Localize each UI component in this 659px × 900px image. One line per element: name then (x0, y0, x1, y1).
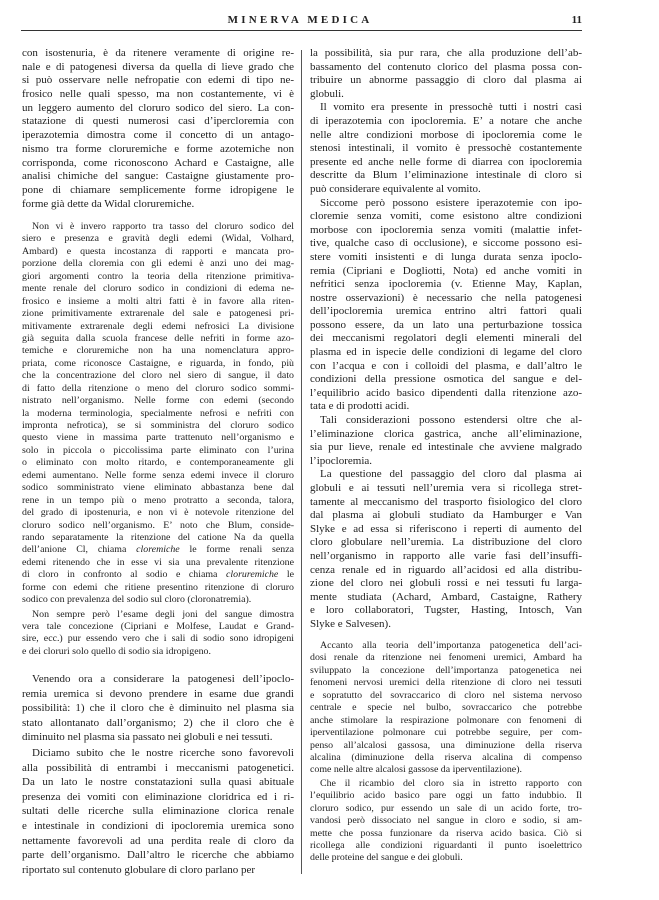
text-line: stere vomiti insistenti e di lunga durata senza ipoclo- (310, 250, 582, 263)
text-line: di iperazotemia con ipocloremia. E’ a notare che anche (310, 114, 582, 127)
text-line: si può osservare nelle nefropatie con edemi di tipo ne- (22, 74, 294, 87)
column-divider (301, 50, 302, 874)
text-line: tamente al meccanismo del trasporto fisiologico del cloro (310, 495, 582, 508)
text-line: dosi renale da ritenzione nei fenomeni uremici, Ambard ha (310, 652, 582, 664)
text-line: sire, ecc.) pur essendo vero che i sali di sodio sono idropigeni (22, 633, 294, 645)
text-segment: le (278, 569, 294, 581)
text-line: la moderna terminologia, specialmente nefrosi e nefriti con (22, 407, 294, 419)
text-line: zione del cloro nei globuli rossi e nei tessuti fu larga- (310, 577, 582, 590)
text-line: La questione del passaggio del cloro dal plasma ai (320, 468, 582, 481)
left-column-block-1 (22, 47, 294, 211)
text-line (22, 569, 294, 581)
text-line: penso all’alcalosi gassosa, una diminuzione della riserva (310, 739, 582, 751)
text-line: alcalina (diminuzione della riserva alcalina di compenso (310, 751, 582, 763)
text-line: l’equilibrio acido basico dipendenti dalla ritenzione azo- (310, 386, 582, 399)
text-line: plasma ed in ispecie delle condizioni di legame del cloro (310, 346, 582, 359)
text-line: impronta nefrotica), se si somministra del cloruro sodico (22, 420, 294, 431)
text-line: morbose con ipocloremia senza vomiti (malattie infet- (310, 223, 582, 236)
text-line: statazione di questi numerosi casi d’ipercloremia con (22, 115, 294, 128)
paragraph (22, 746, 294, 877)
paragraph (310, 414, 582, 468)
text-line: sodico somministrato viene eliminato abbastanza bene dal (22, 482, 294, 494)
paragraph (22, 221, 294, 607)
text-line: l’eliminazione clorica gastrica, anche all’eliminazione, (310, 427, 582, 440)
text-line: siero e presenza e gravità degli edemi (Widal, Volhard, (22, 233, 294, 245)
text-line: mitivamente extrarenale degli edemi nefrosici La divisione (22, 320, 294, 332)
text-line: con isostenuria, è da ritenere veramente di origine re- (22, 47, 294, 59)
text-line: tata e di prodotti acidi. (310, 400, 410, 413)
text-line: anche stimolare la respirazione polmonare con fenomeni di (310, 714, 582, 726)
text-line: rando separatamente la ritenzione del catione Na da quella (22, 531, 294, 543)
text-line: stenosi intestinali, il vomito è pressochè costantemente (310, 142, 582, 155)
paragraph (310, 468, 582, 631)
paragraph (310, 101, 582, 196)
text-line: possibilità: 1) che il cloro che è diminuito nel plasma sia (22, 702, 294, 715)
italic-term: cloremiche (136, 544, 180, 556)
text-line: questo viene in massima parte trattenuto nell’organismo e (22, 432, 294, 444)
text-line: la possibilità, sia pur rara, che alla produzione dell’ab- (310, 47, 582, 59)
text-line: può considerare equivalente al vomito. (310, 182, 481, 195)
text-line: nistrato nell’organismo. Nelle forme con edemi (secondo (22, 395, 294, 407)
text-line: l’ipocloremia. (310, 454, 373, 467)
text-line: presenza dei vomiti con eliminazione cloridrica ed i ri- (22, 790, 294, 803)
text-line: Ambard) e questa incostanza di rapporti e mancata pro- (22, 245, 294, 257)
header-rule (21, 30, 582, 31)
text-line: nismo tra forme cloruremiche e forme azotemiche non (22, 142, 294, 155)
left-column-block-2-small-print (22, 221, 294, 658)
text-line: e intestinale in condizioni di ipocloremia uremica sono (22, 819, 294, 832)
text-line: dei meccanismi regolatori degli elementi minerali del (310, 332, 582, 345)
text-line: e dei cloruri solo quello di sodio sia idropigeno. (22, 645, 211, 657)
text-line: di fatto della ritenzione o meno del cloruro sodico sommi- (22, 382, 294, 394)
text-line: priata, come riconosce Castaigne, e riguarda, in fondo, più (22, 357, 294, 369)
text-segment: di cloro in confronto al sodio e chiama (22, 569, 226, 581)
text-line: alla possibilità di entrambi i meccanismi patogenetici. (22, 761, 294, 774)
paragraph (310, 778, 582, 865)
text-line: sodico con prevalenza del sodio sul cloro (cloronatremia). (22, 594, 252, 606)
text-line: cloruro sodico, pur essendo un sale di un acido forte, tro- (310, 802, 582, 814)
text-line: nefritici senza ipocloremia (v. Etienne May, Kaplan, (310, 278, 582, 291)
paragraph (310, 47, 582, 101)
text-line: stato allontanato dall’organismo; 2) che il cloro che è (22, 716, 294, 729)
text-line: diminuito nel plasma sia passato nei globuli e nei tessuti. (22, 731, 273, 744)
text-line: rene in un tempo più o meno protratto a seconda, talora, (22, 494, 294, 506)
text-line: cloremie senza vomiti, come esistono altre condizioni (310, 210, 582, 223)
text-line: nelle altre condizioni morbose di ipocloremia come le (310, 128, 582, 141)
text-line: iperventilazione polmonare cui potrebbe seguire, per com- (310, 727, 582, 739)
text-line: remia uremica si devono prendere in esame due grandi (22, 687, 294, 700)
right-column-block-1 (310, 47, 582, 632)
paragraph (310, 640, 582, 777)
text-line: Slyke e Salvesen). (310, 617, 391, 630)
text-line: e loro collaboratori, Tugster, Hasting, Intosch, Van (310, 604, 582, 617)
text-line: ricollega alle condizioni riguardanti il punto isoelettrico (310, 840, 582, 851)
text-line: Slyke e ad essa si riferiscono i reperti di aumento del (310, 522, 582, 535)
text-line: nell’organismo in rapporto alle varie fasi dell’insuffi- (310, 549, 582, 562)
paragraph (22, 47, 294, 211)
text-line: che la concentrazione del cloro nel siero di sangue, il dato (22, 370, 294, 382)
text-line: mente studiata (Achard, Ambard, Castaigne, Rathery (310, 590, 582, 603)
text-line: iperazotemia dimostra come il concetto di un antago- (22, 129, 294, 142)
text-line: zione primitivamente extrarenale del sale e patogenesi pri- (22, 308, 294, 320)
text-line: presente ed anche nelle forme di diarrea con ipocloremia (310, 155, 582, 168)
text-line: solo in piccola o piccolissima parte eliminato con l’urina (22, 444, 294, 456)
text-line: e sopratutto del sovraccarico di cloro nel sistema nervoso (310, 689, 582, 701)
text-line: remia (Cipriani e Dogliotti, Nota) ed anche vomiti in (310, 264, 582, 277)
text-line: delle proteine del sangue e dei globuli. (310, 852, 463, 864)
text-line: Non sempre però l’esame degli joni del sangue dimostra (32, 608, 294, 620)
paragraph (22, 609, 294, 659)
text-line: o eliminato con molto ritardo, e contemporaneamente gli (22, 457, 294, 469)
text-line: forme già dette da Widal cloruremiche. (22, 197, 195, 210)
page-number: 11 (571, 14, 582, 26)
text-line: bassamento del contenuto clorico del plasma possa con- (310, 60, 582, 73)
italic-term: cloruremiche (226, 569, 279, 581)
text-line: edemi ritenendo che in esse vi sia una prevalente ritenzione (22, 556, 294, 568)
text-line: già seguita dalla scuola francese delle nefriti in forme azo- (22, 332, 294, 344)
text-line: frosico e insieme a molti altri fatti è in favore alla riten- (22, 295, 294, 307)
text-line: sviluppato la concezione dell’importanza patogenetica nei (310, 664, 582, 676)
text-line: dal plasma ai globuli studiato da Hamburger e Van (310, 509, 582, 522)
text-line: globuli. (310, 87, 344, 100)
text-line: sultati delle ricerche sulla eliminazione clorica renale (22, 805, 294, 818)
text-line: riportato sul contenuto globulare di cloro parlano per (22, 863, 256, 876)
text-line: nettamente favorevoli ad una perdita reale di cloro da (22, 834, 294, 847)
text-line: Siccome però possono esistere iperazotemie con ipo- (320, 196, 582, 209)
text-line: come nelle altre alcalosi gassose da iperventilazione). (310, 764, 522, 776)
text-line: cloruro sodico nell’organismo. E’ noto che Blum, conside- (22, 519, 294, 531)
text-line: temiche e cloruremiche non ha una nomenclatura appro- (22, 345, 294, 357)
text-line: giori argomenti contro la teoria della ritenzione primitiva- (22, 270, 294, 282)
text-line: porzione della cloremia con gli edemi è anzi uno dei mag- (22, 258, 294, 270)
text-line: edemi aumentano. Nelle forme senza edemi invece il cloruro (22, 469, 294, 481)
text-line: Non vi è invero rapporto tra tasso del cloruro sodico del (32, 221, 294, 232)
text-line: cenza renale ed in riguardo all’acidosi ed alla distribu- (310, 563, 582, 576)
paragraph (22, 672, 294, 745)
text-line: del grado di ipostenuria, e non vi è notevole ritenzione del (22, 507, 294, 519)
text-line: descritte da Blum l’eliminazione intestinale di cloro si (310, 169, 582, 182)
text-line: vandosi però dissociato nel sangue in cloro e sodio, si am- (310, 815, 582, 827)
text-line: mente renale del cloruro sodico in condizioni di edema ne- (22, 283, 294, 295)
text-line: Diciamo subito che le nostre ricerche sono favorevoli (32, 746, 294, 759)
text-line: tive, qualche caso di occlusione), e siccome possono esi- (310, 237, 582, 250)
text-line: globuli e ai tessuti nell’uremia vera si ricollega stret- (310, 482, 582, 494)
text-line: cloro globulare nell’uremia. La distribuzione del cloro (310, 536, 582, 549)
text-line: possono essere, da un lato una perturbazione tossica (310, 318, 582, 331)
text-line: l’equilibrio acido basico pare oggi un fatto indubbio. Il (310, 790, 582, 802)
text-line: parte dell’organismo. Dall’altro le ricerche che abbiamo (22, 849, 294, 862)
text-line: Venendo ora a considerare la patogenesi dell’ipoclo- (32, 673, 294, 685)
text-line: centrale e specie nel bulbo, sovraccarico che potrebbe (310, 702, 582, 714)
right-column-block-2-small-print (310, 640, 582, 865)
text-line: frosico nelle quali spesso, ma non costantemente, vi è (22, 88, 294, 101)
text-segment: le forme renali senza (179, 544, 294, 556)
text-line: forme con edemi che ritiene presentino ritenzione di cloruro (22, 581, 294, 593)
text-line: nostre osservazioni) è necessario che nella patogenesi (310, 291, 582, 304)
text-line: pone di chiamare semplicemente forme idropigene le (22, 183, 294, 196)
text-line: dell’ipocloremia uremica entrino altri fattori quali (310, 305, 582, 318)
text-line: tribuire un abnorme passaggio di cloro dal plasma ai (310, 74, 582, 87)
paragraph (310, 197, 582, 415)
text-line: un leggero aumento del cloruro sodico del siero. La con- (22, 101, 294, 114)
text-line: Accanto alla teoria dell’importanza patogenetica dell’aci- (320, 640, 582, 651)
text-line: condizioni della pressione osmotica del sangue e del- (310, 373, 582, 386)
text-line: corrisponda, come riconoscono Achard e Castaigne, alle (22, 156, 294, 169)
text-line: Che il ricambio del cloro sia in istretto rapporto con (320, 777, 582, 789)
left-column-block-3 (22, 672, 294, 877)
text-line: Tali considerazioni possono estendersi oltre che al- (320, 414, 582, 427)
text-line: Il vomito era presente in pressochè tutti i nostri casi (320, 101, 582, 114)
text-line: con l’acqua e con i colloidi del plasma, e dall’altro le (310, 359, 582, 372)
text-segment: dell’anione Cl, chiama (22, 544, 137, 556)
text-line: fenomeni nervosi uremici della ritenzione di cloro nei tessuti (310, 677, 582, 689)
journal-title: MINERVA MEDICA (227, 14, 373, 26)
text-line: sia pur lieve, renale ed intestinale che avviene malgrado (310, 441, 582, 454)
text-line (22, 544, 294, 556)
text-line: nale e di patogenesi diversa da quella di lieve grado che (22, 60, 294, 73)
text-line: mette che possa funzionare da riserva acido basica. Ciò si (310, 827, 582, 839)
text-line: analisi chimiche del sangue: Castaigne giustamente pro- (22, 170, 294, 183)
text-line: Da un lato le nostre constatazioni sulla quasi abituale (22, 776, 294, 789)
text-line: vera tale concezione (Cipriani e Molfese, Laudat e Grand- (22, 621, 294, 632)
